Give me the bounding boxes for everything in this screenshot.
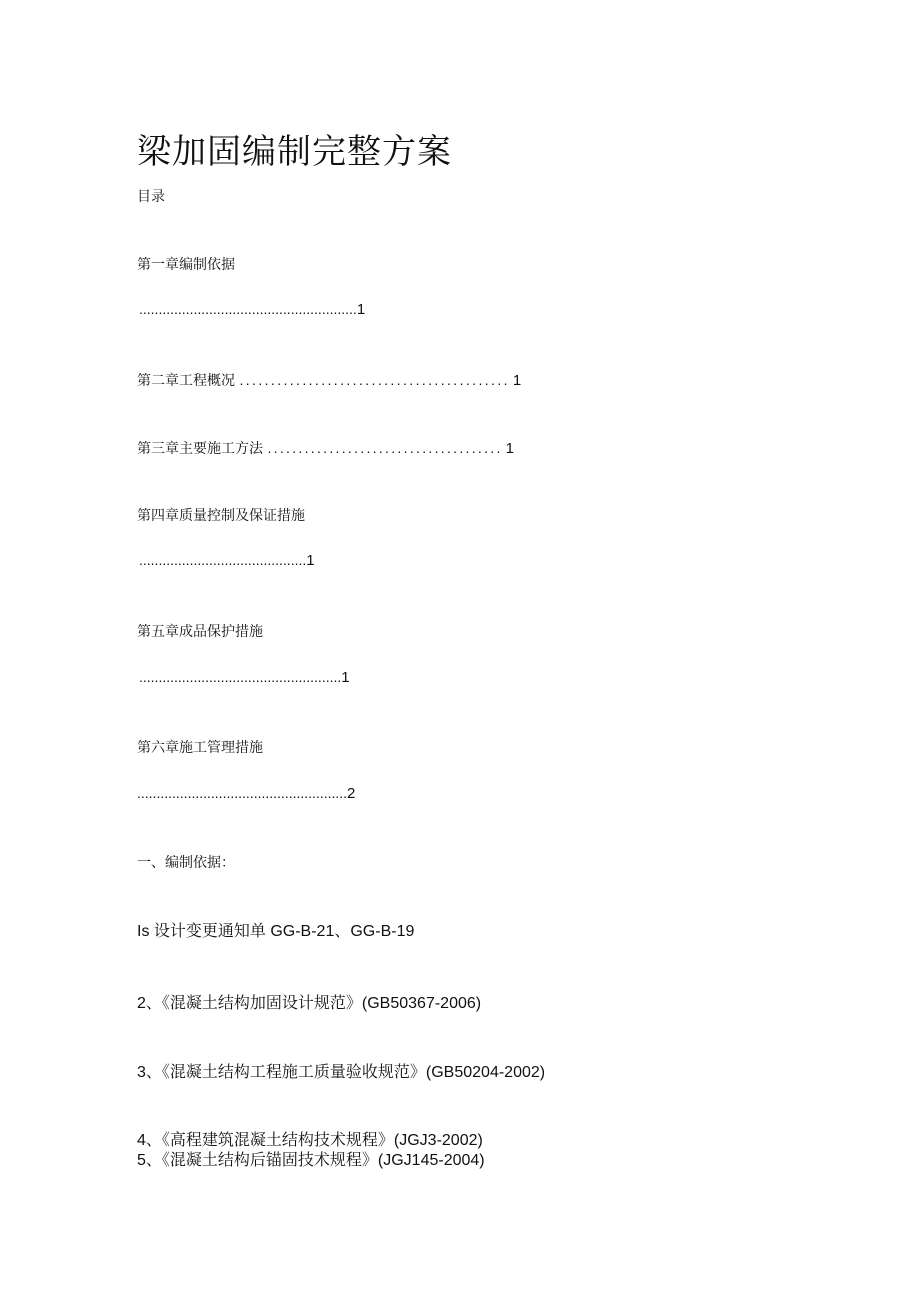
toc-entry-3-label: 第三章主要施工方法 [137, 440, 263, 456]
toc-entry-2-label: 第二章工程概况 [137, 372, 235, 388]
reference-item-1: Is 设计变更通知单 GG-B-21、GG-B-19 [137, 923, 415, 940]
toc-entry-6-dots: ...................................................... [137, 785, 348, 801]
document-title: 梁加固编制完整方案 [137, 132, 452, 172]
toc-entry-3-page: 1 [505, 440, 515, 457]
toc-entry-4-label: 第四章质量控制及保证措施 [137, 507, 305, 523]
toc-entry-6-page: 2 [347, 785, 356, 802]
toc-entry-4-page: 1 [306, 552, 315, 569]
toc-entry-2-page: 1 [512, 372, 522, 389]
toc-entry-5-leader [139, 669, 350, 687]
toc-entry-5-label: 第五章成品保护措施 [137, 623, 263, 639]
toc-entry-4-dots: ........................................... [139, 552, 307, 568]
toc-entry-1-label: 第一章编制依据 [137, 256, 235, 272]
toc-entry-6-leader [137, 785, 355, 803]
toc-entry-4-leader [139, 552, 315, 570]
toc-entry-1-leader [139, 301, 365, 319]
reference-item-5: 5、《混凝土结构后锚固技术规程》(JGJ145-2004) [137, 1152, 485, 1169]
toc-entry-1-dots: ........................................................ [139, 301, 357, 317]
toc-entry-2-dots: ........................................... [239, 372, 510, 388]
reference-item-4: 4、《高程建筑混凝土结构技术规程》(JGJ3-2002) [137, 1132, 483, 1149]
reference-item-2: 2、《混凝土结构加固设计规范》(GB50367-2006) [137, 995, 482, 1012]
section-heading: 一、编制依据： [137, 854, 235, 870]
toc-entry-5-dots: .................................................... [139, 669, 342, 685]
toc-entry-2 [137, 370, 521, 390]
toc-entry-1-page: 1 [356, 301, 366, 318]
toc-entry-3-dots: ...................................... [267, 440, 503, 456]
toc-entry-6-label: 第六章施工管理措施 [137, 739, 263, 755]
toc-heading: 目录 [137, 188, 165, 204]
reference-item-3: 3、《混凝土结构工程施工质量验收规范》(GB50204-2002) [137, 1064, 546, 1081]
toc-entry-5-page: 1 [341, 669, 350, 686]
toc-entry-3 [137, 438, 514, 458]
